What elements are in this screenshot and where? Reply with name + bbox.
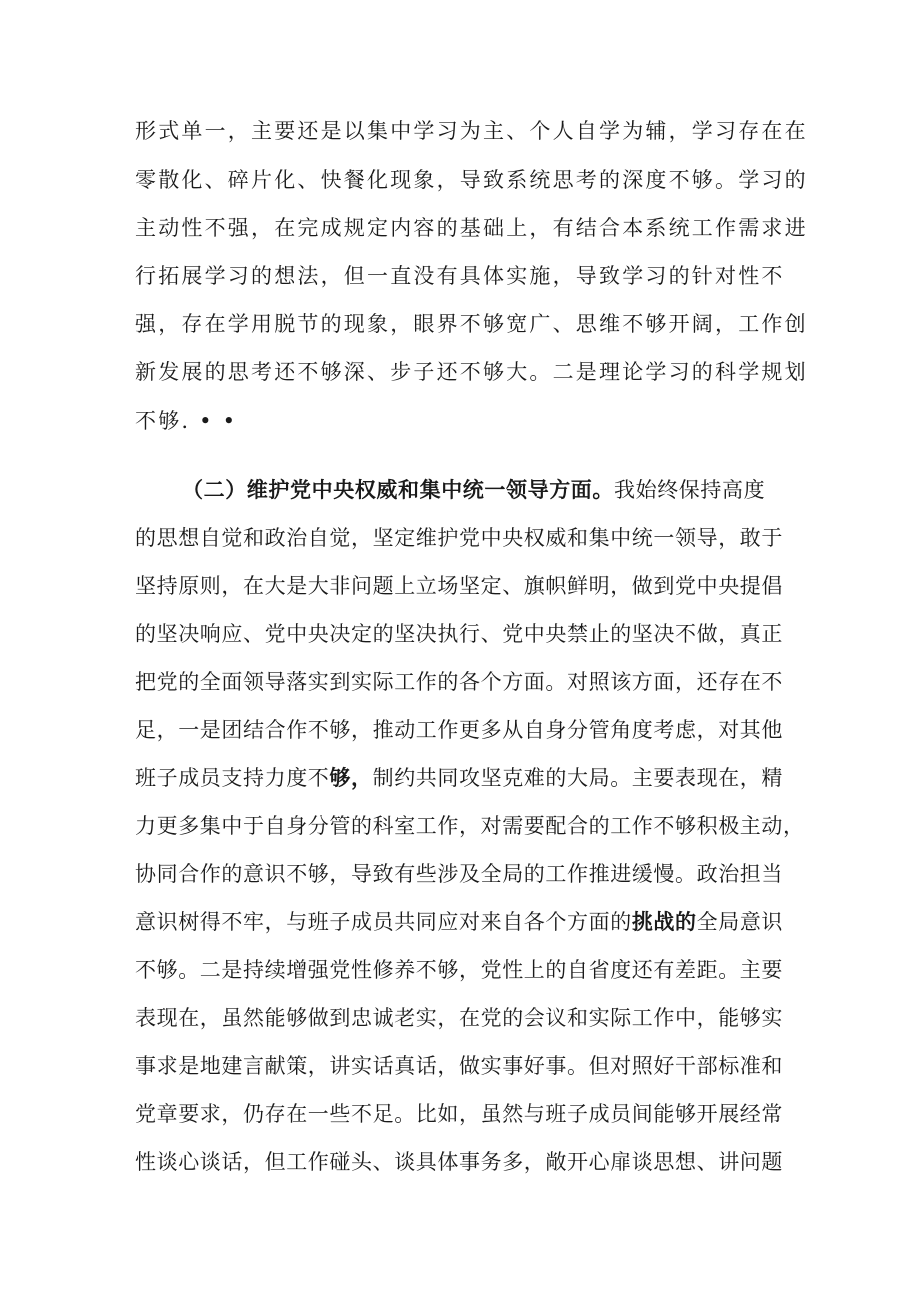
text-line <box>135 908 783 936</box>
text-line: 足，一是团结合作不够，推动工作更多从自身分管角度考虑，对其他 <box>135 718 783 742</box>
text-segment: 制约共同攻坚克难的大局。主要表现在，精 <box>372 766 784 790</box>
section-heading: （二）维护党中央权威和集中统一领导方面。 <box>182 477 614 502</box>
text-line: 的坚决响应、党中央决定的坚决执行、党中央禁止的坚决不做，真正 <box>135 622 783 646</box>
text-line: 的思想自觉和政治自觉，坚定维护党中央权威和集中统一领导，敢于 <box>135 526 783 550</box>
text-segment: 班子成员支持力度不 <box>135 766 330 790</box>
text-line: 力更多集中于自身分管的科室工作，对需要配合的工作不够积极主动， <box>135 814 805 838</box>
text-line: 不够. • • <box>135 409 238 433</box>
text-line: 党章要求，仍存在一些不足。比如，虽然与班子成员间能够开展经常 <box>135 1102 783 1126</box>
text-line: 性谈心谈话，但工作碰头、谈具体事务多，敞开心扉谈思想、讲问题 <box>135 1150 783 1174</box>
text-line: 协同合作的意识不够，导致有些涉及全局的工作推进缓慢。政治担当 <box>135 862 783 886</box>
text-line: 不够。二是持续增强党性修养不够，党性上的自省度还有差距。主要 <box>135 958 783 982</box>
text-line: 新发展的思考还不够深、步子还不够大。二是理论学习的科学规划 <box>135 360 808 384</box>
heading-continuation: 我始终保持高度 <box>614 478 766 502</box>
text-line: 形式单一，主要还是以集中学习为主、个人自学为辅，学习存在在 <box>135 119 808 143</box>
text-line: 坚持原则，在大是大非问题上立场坚定、旗帜鲜明，做到党中央提倡 <box>135 574 783 598</box>
section-heading-line <box>182 476 765 504</box>
text-line: 事求是地建言献策，讲实话真话，做实事好事。但对照好干部标准和 <box>135 1054 783 1078</box>
text-segment: 全局意识 <box>696 910 784 934</box>
text-line: 行拓展学习的想法，但一直没有具体实施，导致学习的针对性不 <box>135 264 785 288</box>
bold-segment: 够， <box>329 765 373 790</box>
text-line: 表现在，虽然能够做到忠诚老实，在党的会议和实际工作中，能够实 <box>135 1006 783 1030</box>
text-segment: 意识树得不牢，与班子成员共同应对来自各个方面的 <box>135 910 632 934</box>
text-line: 强，存在学用脱节的现象，眼界不够宽广、思维不够开阔，工作创 <box>135 312 808 336</box>
text-line: 主动性不强，在完成规定内容的基础上，有结合本系统工作需求进 <box>135 216 808 240</box>
text-line: 零散化、碎片化、快餐化现象，导致系统思考的深度不够。学习的 <box>135 168 808 192</box>
text-line: 把党的全面领导落实到实际工作的各个方面。对照该方面，还存在不 <box>135 670 783 694</box>
bold-segment: 挑战的 <box>631 909 697 934</box>
text-line <box>135 764 783 792</box>
